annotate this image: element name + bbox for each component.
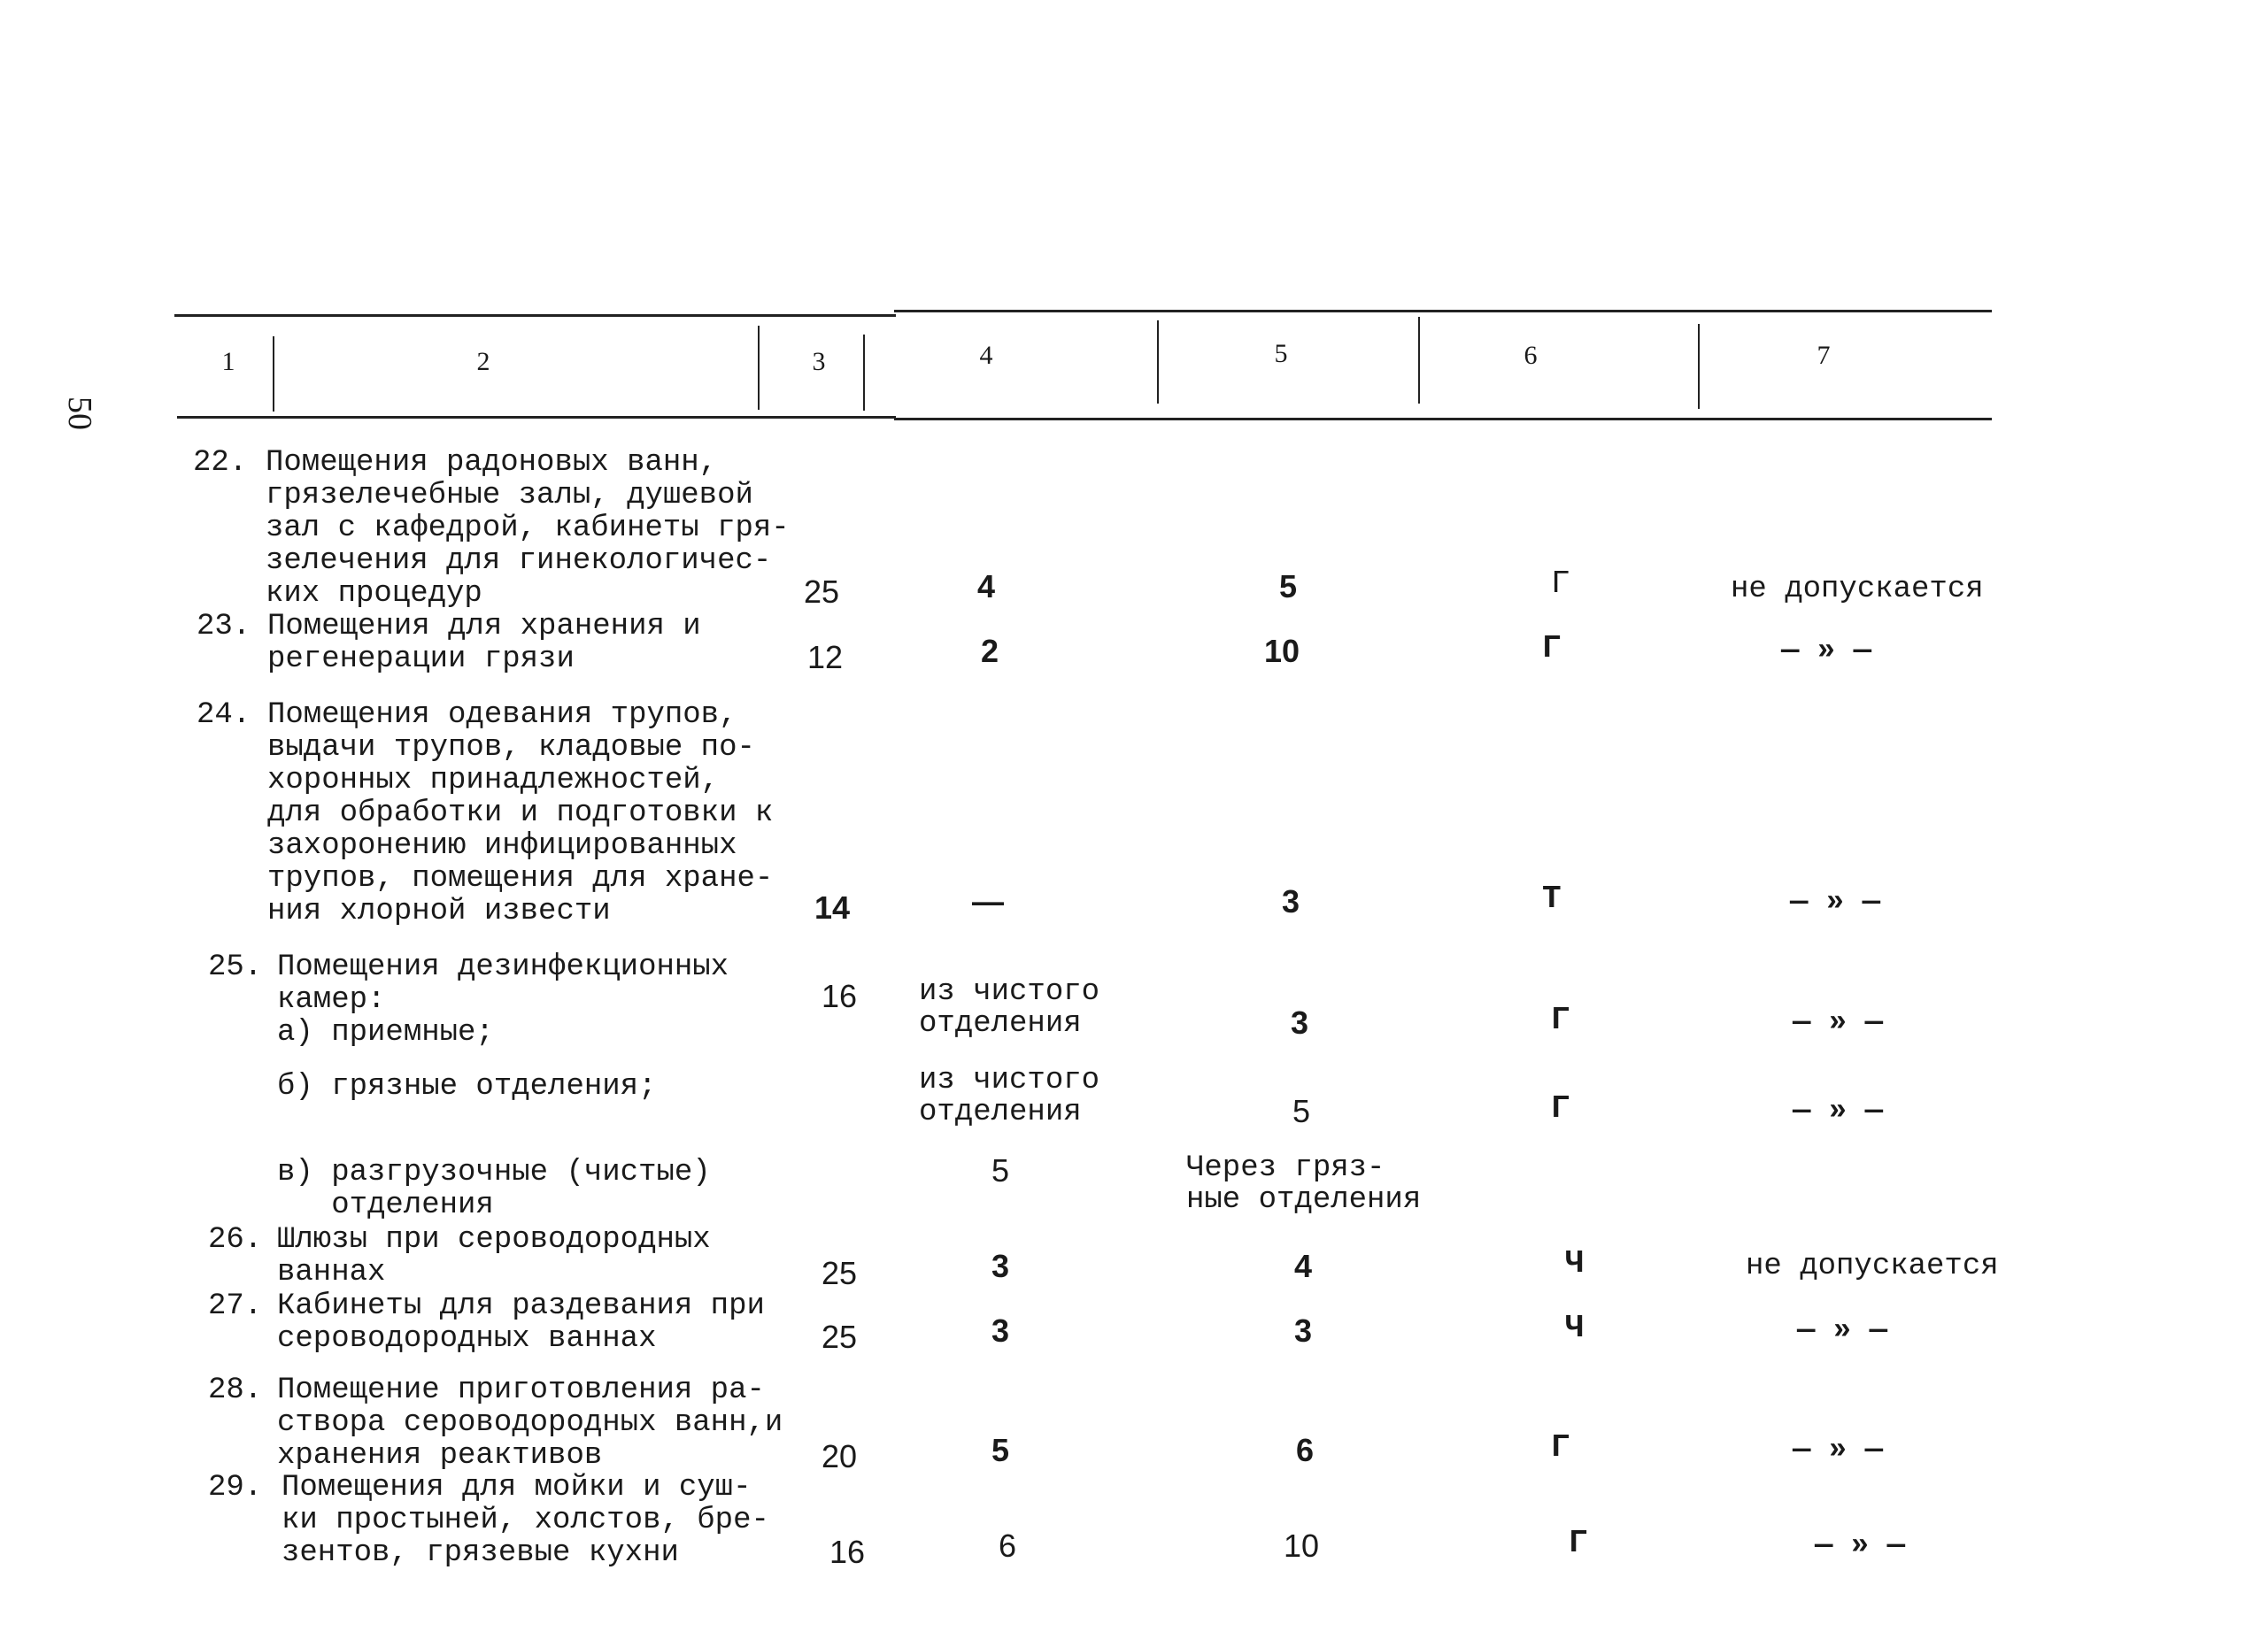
- col4-value: 2: [981, 633, 999, 669]
- col4-value: 6: [999, 1528, 1017, 1564]
- header-separator: [758, 326, 760, 410]
- col6-value: Ч: [1565, 1245, 1585, 1281]
- row-description: [282, 1472, 795, 1570]
- description-line: б) грязные отделения;: [277, 1070, 657, 1104]
- col3-value: 25: [822, 1255, 858, 1291]
- header-separator: [273, 336, 274, 412]
- header-col-7: 7: [1817, 341, 1831, 370]
- header-separator: [1698, 324, 1700, 409]
- col4-line: отделения: [919, 1007, 1082, 1041]
- col6-value: Г: [1551, 566, 1570, 602]
- col6-value: Г: [1551, 1002, 1570, 1038]
- page-number: 50: [61, 396, 98, 430]
- description-line: Помещения одевания трупов,: [267, 698, 737, 732]
- row-number: 29.: [208, 1471, 263, 1505]
- description-line: трупов, помещения для хране-: [267, 862, 774, 896]
- description-line: захоронению инфицированных: [267, 829, 737, 863]
- description-line: Шлюзы при сероводородных: [277, 1223, 711, 1257]
- row-description: [277, 1157, 791, 1222]
- row-description: [267, 611, 781, 676]
- description-line: Помещения для хранения и: [267, 610, 701, 643]
- description-line: Помещение приготовления ра-: [277, 1374, 765, 1407]
- row-description: [277, 1071, 791, 1104]
- header-separator: [863, 335, 865, 411]
- col4-value: 4: [977, 568, 996, 604]
- col4-value: 5: [991, 1152, 1010, 1189]
- col5-value: 6: [1296, 1432, 1315, 1468]
- description-line: ки простыней, холстов, бре-: [282, 1504, 769, 1537]
- col5-value: 3: [1294, 1312, 1313, 1349]
- description-line: в) разгрузочные (чистые): [277, 1156, 711, 1189]
- description-line: створа сероводородных ванн,и: [277, 1406, 783, 1440]
- col7-value: — » —: [1793, 1095, 1884, 1128]
- col5-value: [1186, 1152, 1421, 1216]
- description-line: хранения реактивов: [277, 1439, 603, 1473]
- col4-value: [919, 976, 1099, 1040]
- col7-value: — » —: [1781, 635, 1872, 668]
- col5-value: 5: [1292, 1093, 1311, 1129]
- row-number: 25.: [208, 950, 263, 984]
- description-line: грязелечебные залы, душевой: [266, 479, 753, 512]
- header-col-1: 1: [221, 347, 235, 376]
- header-col-4: 4: [979, 341, 993, 370]
- col4-value: 3: [991, 1248, 1010, 1284]
- col4-value: —: [972, 883, 1004, 920]
- col7-value: — » —: [1793, 1006, 1884, 1040]
- col7-value: не допускается: [1746, 1250, 1999, 1283]
- description-line: зентов, грязевые кухни: [282, 1536, 679, 1570]
- col5-value: 10: [1264, 633, 1300, 669]
- col5-line: ные отделения: [1186, 1183, 1422, 1217]
- description-line: Помещения дезинфекционных: [277, 950, 729, 984]
- col3-value: 16: [822, 978, 858, 1014]
- row-description: [277, 1224, 791, 1289]
- description-line: для обработки и подготовки к: [267, 797, 774, 830]
- col3-value: 16: [829, 1534, 866, 1570]
- col4-value: 5: [991, 1432, 1010, 1468]
- col6-value: Г: [1542, 630, 1562, 666]
- description-line: Помещения для мойки и суш-: [282, 1471, 752, 1505]
- description-line: отделения: [277, 1189, 494, 1222]
- col4-line: отделения: [919, 1096, 1082, 1129]
- header-top-rule-right: [894, 310, 1992, 312]
- col5-value: 3: [1282, 883, 1300, 920]
- description-line: регенерации грязи: [267, 643, 575, 676]
- row-description: [267, 699, 781, 928]
- col5-value: 4: [1294, 1248, 1313, 1284]
- col4-line: из чистого: [919, 975, 1100, 1009]
- row-number: 28.: [208, 1374, 263, 1407]
- col4-line: из чистого: [919, 1064, 1100, 1097]
- header-top-rule-left: [174, 314, 896, 317]
- description-line: выдачи трупов, кладовые по-: [267, 731, 755, 765]
- col7-value: — » —: [1793, 1434, 1884, 1467]
- col6-value: Г: [1551, 1090, 1570, 1127]
- col6-value: Г: [1551, 1429, 1570, 1466]
- header-col-6: 6: [1524, 341, 1538, 370]
- description-line: камер:: [277, 983, 386, 1017]
- description-line: ких процедур: [266, 577, 482, 611]
- description-line: сероводородных ваннах: [277, 1322, 657, 1356]
- col7-value: — » —: [1790, 886, 1881, 920]
- description-line: ния хлорной извести: [267, 895, 611, 928]
- header-separator: [1157, 320, 1159, 404]
- col5-value: 10: [1284, 1528, 1320, 1564]
- row-number: 22.: [193, 446, 248, 480]
- row-description: [277, 1290, 791, 1356]
- header-bottom-rule-left: [177, 416, 896, 419]
- col5-value: 3: [1291, 1004, 1309, 1041]
- col3-value: 25: [822, 1319, 858, 1355]
- description-line: Помещения радоновых ванн,: [266, 446, 718, 480]
- description-line: ваннах: [277, 1256, 386, 1289]
- col4-value: [919, 1065, 1099, 1128]
- header-col-2: 2: [476, 347, 490, 376]
- description-line: хоронных принадлежностей,: [267, 764, 720, 797]
- col7-value: — » —: [1815, 1529, 1906, 1563]
- row-number: 24.: [197, 698, 251, 732]
- row-description: [277, 1374, 791, 1473]
- description-line: Кабинеты для раздевания при: [277, 1289, 765, 1323]
- row-number: 26.: [208, 1223, 263, 1257]
- col3-value: 20: [822, 1438, 858, 1474]
- col6-value: Ч: [1565, 1310, 1585, 1346]
- col6-value: Г: [1569, 1525, 1588, 1561]
- description-line: зал с кафедрой, кабинеты гря-: [266, 512, 790, 545]
- col4-value: 3: [991, 1312, 1010, 1349]
- col5-value: 5: [1279, 568, 1298, 604]
- row-description: [266, 446, 790, 611]
- header-col-5: 5: [1274, 339, 1288, 368]
- row-number: 27.: [208, 1289, 263, 1323]
- col3-value: 14: [814, 889, 851, 926]
- col3-value: 25: [804, 573, 840, 610]
- header-col-3: 3: [812, 347, 826, 376]
- description-line: зелечения для гинекологичес-: [266, 544, 772, 578]
- row-number: 23.: [197, 610, 251, 643]
- header-separator: [1418, 317, 1420, 404]
- row-description: [277, 951, 791, 1050]
- col7-value: не допускается: [1731, 573, 1984, 606]
- col6-value: Т: [1542, 881, 1562, 917]
- col7-value: — » —: [1797, 1314, 1888, 1348]
- header-bottom-rule-right: [894, 418, 1992, 420]
- description-line: а) приемные;: [277, 1016, 494, 1050]
- col5-line: Через гряз-: [1186, 1151, 1385, 1185]
- col3-value: 12: [807, 639, 844, 675]
